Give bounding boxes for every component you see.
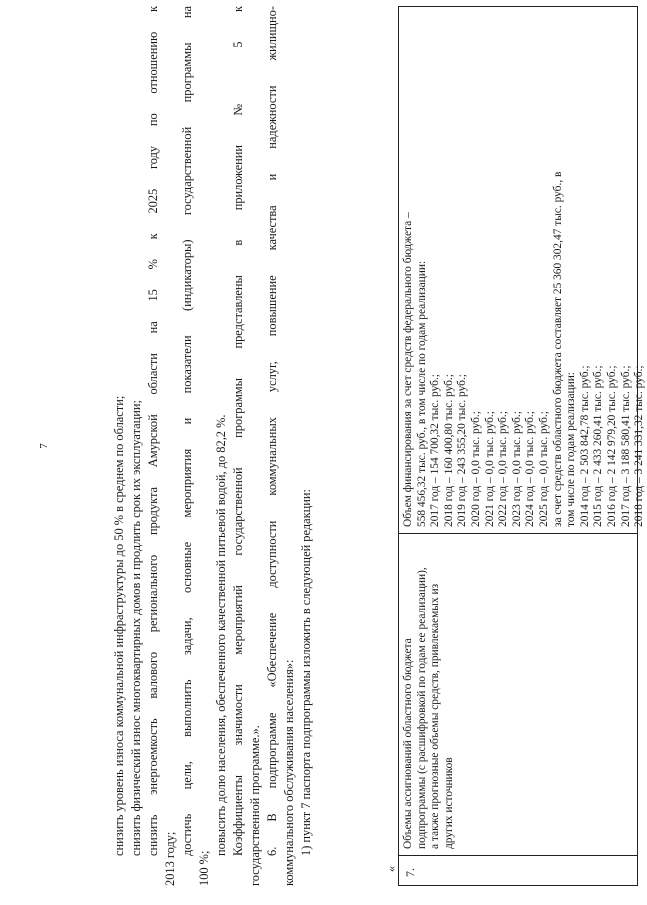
body-line-6: 100 %; <box>197 850 211 886</box>
value-line: за счет средств областного бюджета составляет 25 360 302,47 тыс. руб., в <box>551 171 564 527</box>
body-line-2: снизить физический износ многоквартирных домов и продлить срок их эксплуатации; <box>129 400 143 856</box>
value-line: 2022 год – 0,0 тыс. руб.; <box>497 411 510 527</box>
value-line: 2016 год – 2 142 979,20 тыс. руб.; <box>605 365 618 527</box>
body-line-11: коммунального обслуживания населения»: <box>282 659 296 886</box>
opening-quote-mark: « <box>384 866 398 872</box>
value-line: 2023 год – 0,0 тыс. руб.; <box>510 411 523 527</box>
name-line: других источников <box>442 757 455 849</box>
value-line: 2018 год – 3 241 331,32 тыс. руб.; <box>633 365 646 527</box>
body-line-9: государственной программе.». <box>248 725 262 886</box>
page-number: 7 <box>38 443 50 449</box>
value-line: 2017 год – 3 188 580,41 тыс. руб.; <box>619 365 632 527</box>
value-line: Объем финансирования за счет средств федерального бюджета – <box>402 212 414 527</box>
value-line: 2024 год – 0,0 тыс. руб.; <box>524 411 537 527</box>
value-line: том числе по годам реализации: <box>565 372 578 527</box>
name-line: подпрограммы (с расшифровкой по годам ее реализации), <box>415 567 428 849</box>
table-row-number: 7. <box>399 855 637 885</box>
body-line-4: 2013 году; <box>163 831 177 886</box>
value-line: 558 456,32 тыс. руб., в том числе по годам реализации: <box>415 260 428 527</box>
body-line-10: 6. В подпрограмме «Обеспечение доступности коммунальных услуг, повышение качества и надежности жилищно- <box>265 6 279 856</box>
value-line: 2014 год – 2 503 842,78 тыс. руб.; <box>578 365 591 527</box>
passport-table <box>398 6 646 886</box>
body-line-7: повысить долю населения, обеспеченного качественной питьевой водой, до 82,2 %. <box>214 414 228 856</box>
value-line: 2017 год – 154 700,32 тыс. руб.; <box>429 374 442 527</box>
value-line: 2025 год – 0,0 тыс. руб.; <box>537 411 550 527</box>
body-line-1: снизить уровень износа коммунальной инфраструктуры до 50 % в среднем по области; <box>112 395 126 856</box>
table-values-cell <box>399 7 646 533</box>
body-line-3: снизить энергоемкость валового регионального продукта Амурской области на 15 % к 2025 году по отношению к <box>146 6 160 856</box>
name-line: а также прогнозные объемы средств, привлекаемых из <box>429 583 442 849</box>
body-line-12: 1) пункт 7 паспорта подпрограммы изложить в следующей редакции: <box>299 489 313 856</box>
value-line: 2019 год – 243 355,20 тыс. руб.; <box>456 374 469 527</box>
value-line: 2015 год – 2 433 260,41 тыс. руб.; <box>592 365 605 527</box>
body-line-8: Коэффициенты значимости мероприятий государственной программы представлены в приложении № 5 к <box>231 6 245 856</box>
rotated-page-content <box>108 6 646 886</box>
value-line: 2020 год – 0,0 тыс. руб.; <box>469 411 482 527</box>
name-line: Объемы ассигнований областного бюджета <box>402 638 414 849</box>
value-line: 2018 год – 160 400,80 тыс. руб.; <box>442 374 455 527</box>
table-name-cell <box>399 533 637 855</box>
value-line: 2021 год – 0,0 тыс. руб.; <box>483 411 496 527</box>
body-line-5: достичь цели, выполнить задачи, основные мероприятия и показатели (индикаторы) государственной программы на <box>180 6 194 856</box>
